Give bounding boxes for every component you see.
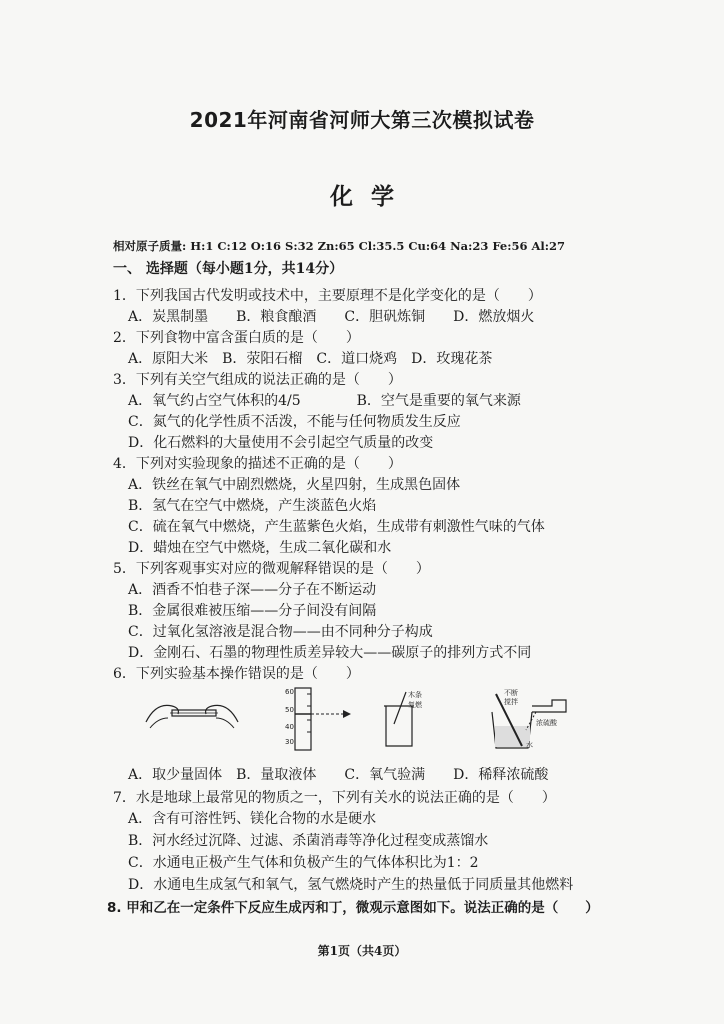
question-4-option-c: C．硫在氧气中燃烧，产生蓝紫色火焰，生成带有刺激性气味的气体 [128,519,545,535]
question-6-options: A．取少量固体 B．量取液体 C．氧气验满 D．稀释浓硫酸 [128,767,549,783]
section-heading: 一、 选择题（每小题1分，共14分） [113,261,344,277]
question-3-option-ab: A．氧气约占空气体积的4/5 B．空气是重要的氧气来源 [128,393,521,409]
question-7-option-a: A．含有可溶性钙、镁化合物的水是硬水 [128,811,377,827]
question-7-option-b: B．河水经过沉降、过滤、杀菌消毒等净化过程变成蒸馏水 [128,833,489,849]
question-1-options: A．炭黑制墨 B．粮食酿酒 C．胆矾炼铜 D．燃放烟火 [128,309,535,325]
acid-label: 浓硫酸 [536,719,557,727]
question-5-option-b: B．金属很难被压缩——分子间没有间隔 [128,603,377,619]
question-2-options: A．原阳大米 B．荥阳石榴 C．道口烧鸡 D．玫瑰花茶 [128,351,493,367]
figure-dilute-acid [486,686,572,752]
question-8-stem: 8. 甲和乙在一定条件下反应生成丙和丁，微观示意图如下。说法正确的是（ ） [107,900,599,916]
question-5-option-d: D．金刚石、石墨的物理性质差异较大——碳原子的排列方式不同 [128,645,532,661]
stir-label-1: 不断 [504,689,518,697]
water-label: 水 [526,741,533,749]
cylinder-tick-30: 30 [285,738,294,746]
question-4-option-a: A．铁丝在氧气中剧烈燃烧，火星四射，生成黑色固体 [128,477,461,493]
cylinder-tick-40: 40 [285,723,294,731]
relative-atomic-masses: 相对原子质量: H:1 C:12 O:16 S:32 Zn:65 Cl:35.5 Cu:64 Na:23 Fe:56 Al:27 [113,239,566,253]
cylinder-tick-50: 50 [285,706,294,714]
page-number: 第1页（共4页） [317,944,407,958]
splint-label-2: 复燃 [408,701,422,709]
question-7-stem: 7．水是地球上最常见的物质之一，下列有关水的说法正确的是（ ） [113,790,556,806]
question-3-option-d: D．化石燃料的大量使用不会引起空气质量的改变 [128,435,434,451]
question-6-stem: 6．下列实验基本操作错误的是（ ） [113,666,360,682]
figure-oxygen-test [380,688,450,750]
figure-take-solid [142,688,242,738]
question-5-option-a: A．酒香不怕巷子深——分子在不断运动 [128,582,377,598]
question-5-stem: 5．下列客观事实对应的微观解释错误的是（ ） [113,561,430,577]
question-1-stem: 1．下列我国古代发明或技术中，主要原理不是化学变化的是（ ） [113,288,542,304]
cylinder-tick-60: 60 [285,688,294,696]
question-7-option-c: C．水通电正极产生气体和负极产生的气体体积比为1：2 [128,855,479,871]
subject-title: 化学 [330,184,412,210]
question-4-option-b: B．氢气在空气中燃烧，产生淡蓝色火焰 [128,498,377,514]
splint-label-1: 木条 [408,691,422,699]
question-3-option-c: C．氮气的化学性质不活泼，不能与任何物质发生反应 [128,414,461,430]
question-5-option-c: C．过氧化氢溶液是混合物——由不同种分子构成 [128,624,433,640]
question-4-stem: 4．下列对实验现象的描述不正确的是（ ） [113,456,402,472]
exam-title: 2021年河南省河师大第三次模拟试卷 [189,108,535,132]
question-3-stem: 3．下列有关空气组成的说法正确的是（ ） [113,372,402,388]
figure-graduated-cylinder [285,686,355,752]
question-4-option-d: D．蜡烛在空气中燃烧，生成二氧化碳和水 [128,540,392,556]
question-7-option-d: D．水通电生成氢气和氧气，氢气燃烧时产生的热量低于同质量其他燃料 [128,877,574,893]
stir-label-2: 搅拌 [504,698,518,706]
question-2-stem: 2．下列食物中富含蛋白质的是（ ） [113,330,360,346]
